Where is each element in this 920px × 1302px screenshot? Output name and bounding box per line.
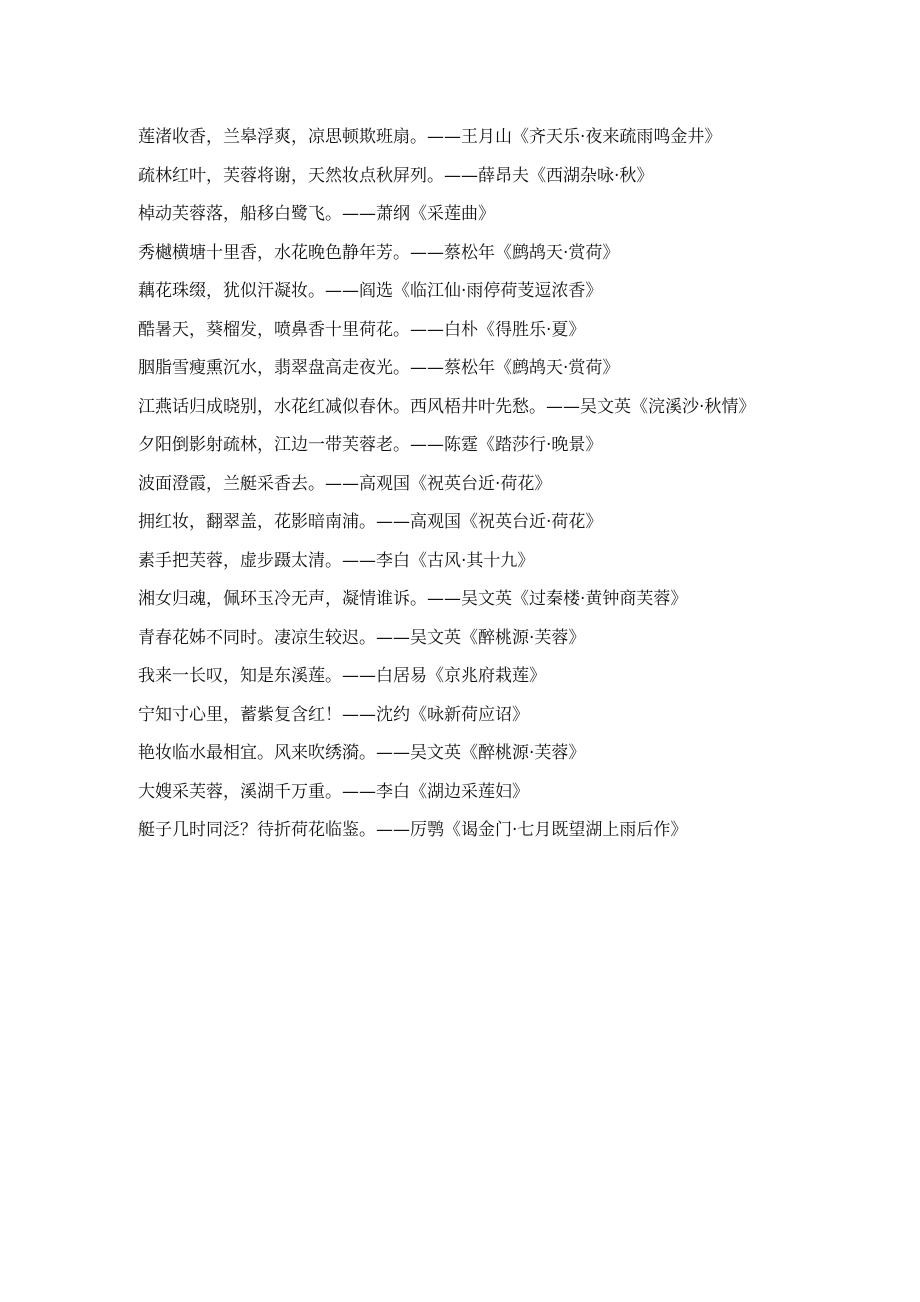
- poem-line: 青春花姊不同时。凄凉生较迟。——吴文英《醉桃源·芙蓉》: [138, 627, 586, 648]
- poem-line: 湘女归魂，佩环玉冷无声，凝情谁诉。——吴文英《过秦楼·黄钟商芙蓉》: [138, 589, 688, 609]
- poem-line: 拥红妆，翻翠盖，花影暗南浦。——高观国《祝英台近·荷花》: [138, 512, 603, 532]
- poem-line: 胭脂雪瘦熏沉水，翡翠盘高走夜光。——蔡松年《鹧鸪天·赏荷》: [138, 358, 620, 378]
- poem-line-list: [138, 118, 788, 850]
- poem-line: 艳妆临水最相宜。风来吹绣漪。——吴文英《醉桃源·芙蓉》: [138, 743, 586, 763]
- poem-line: 宁知寸心里，蓄紫复含红！——沈约《咏新荷应诏》: [138, 704, 529, 725]
- poem-line: 棹动芙蓉落，船移白鹭飞。——萧纲《采莲曲》: [138, 204, 495, 224]
- poem-line: 波面澄霞，兰艇采香去。——高观国《祝英台近·荷花》: [138, 473, 552, 494]
- poem-line: 我来一长叹，知是东溪莲。——白居易《京兆府栽莲》: [138, 666, 546, 686]
- poem-line: 酷暑天，葵榴发，喷鼻香十里荷花。——白朴《得胜乐·夏》: [138, 319, 586, 340]
- poem-line: 疏林红叶，芙蓉将谢，天然妆点秋屏列。——薛昂夫《西湖杂咏·秋》: [138, 165, 654, 186]
- poem-line: 艇子几时同泛？待折荷花临鉴。——厉鹗《谒金门·七月既望湖上雨后作》: [138, 820, 688, 840]
- poem-line: 夕阳倒影射疏林，江边一带芙蓉老。——陈霆《踏莎行·晚景》: [138, 435, 603, 455]
- poem-line: 莲渚收香，兰皋浮爽，凉思顿欺班扇。——王月山《齐天乐·夜来疏雨鸣金井》: [138, 127, 722, 147]
- poem-line: 大嫂采芙蓉，溪湖千万重。——李白《湖边采莲妇》: [138, 781, 529, 802]
- poem-line: 江燕话归成晓别，水花红减似春休。西风梧井叶先愁。——吴文英《浣溪沙·秋情》: [138, 396, 756, 417]
- poem-line: 素手把芙蓉，虚步蹑太清。——李白《古风·其十九》: [138, 550, 535, 571]
- poem-line: 秀樾横塘十里香，水花晚色静年芳。——蔡松年《鹧鸪天·赏荷》: [138, 242, 620, 263]
- poem-line: 藕花珠缀，犹似汗凝妆。——阎选《临江仙·雨停荷芰逗浓香》: [138, 281, 603, 301]
